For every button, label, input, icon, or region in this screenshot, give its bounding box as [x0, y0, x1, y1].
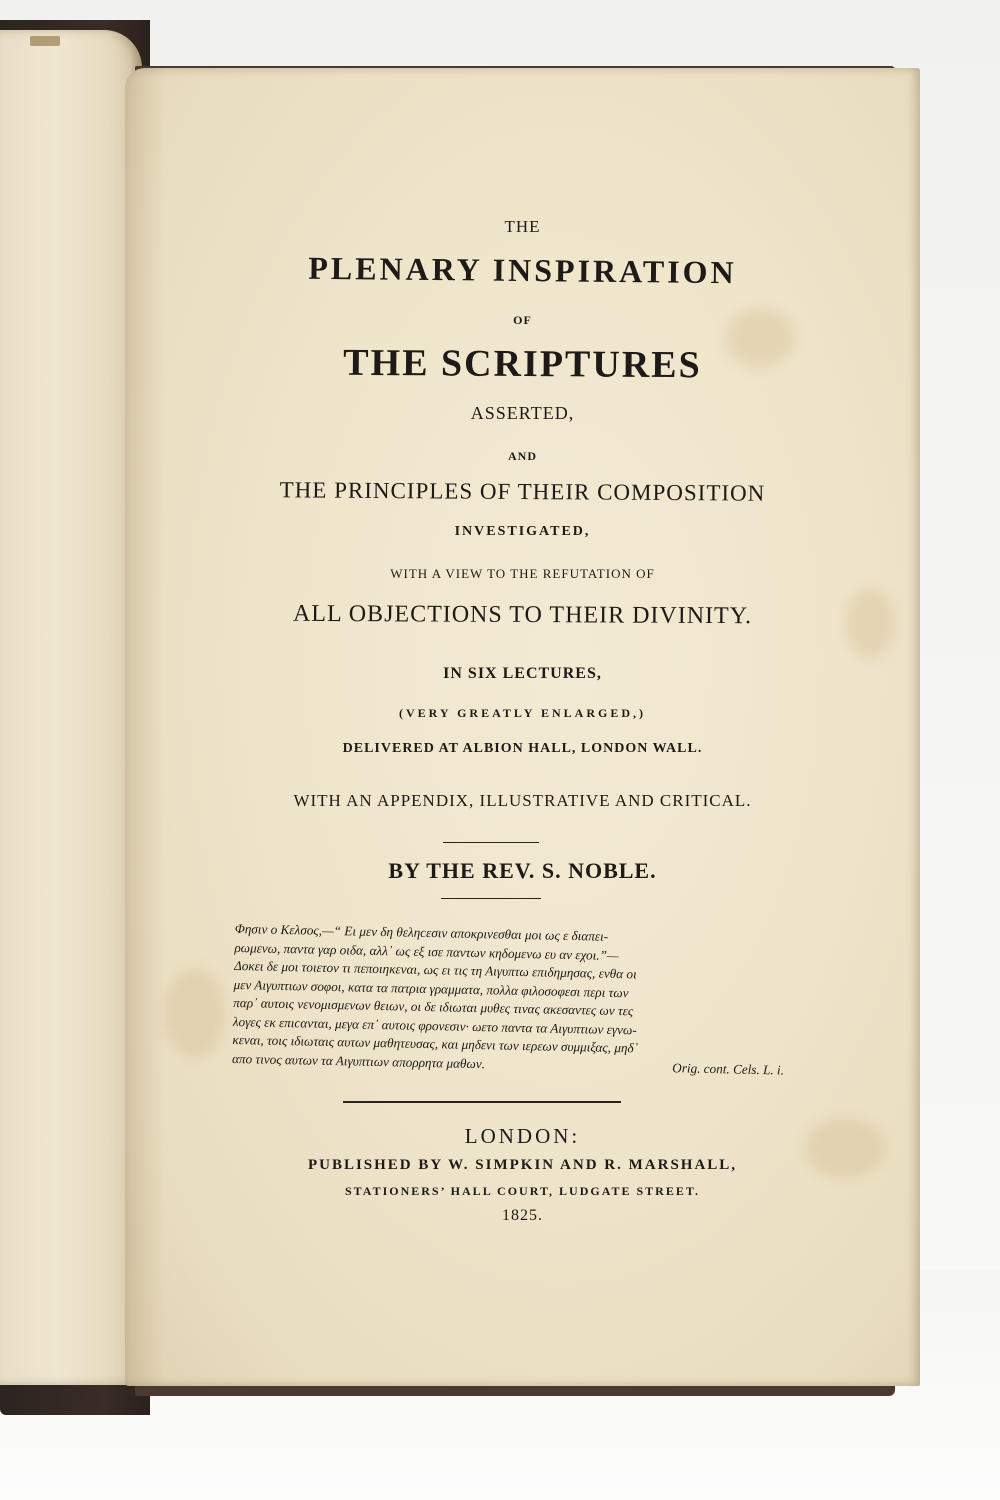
- title-and: AND: [508, 449, 537, 463]
- imprint-city: LONDON:: [464, 1124, 581, 1148]
- main-title: PLENARY INSPIRATION: [308, 249, 737, 291]
- title-lectures: IN SIX LECTURES,: [443, 665, 602, 682]
- epigraph-line: μεν Αιγυπτιων σοφοι, κατα τα πατρια γραμματα, πολλα φιλοσοφεσι περι των: [233, 976, 629, 1000]
- epigraph-line: Δοκει δε μοι τοιετον τι πεποιηκεναι, ως ει τις τη Αιγυπτω επιδημησας, ενθα οι: [233, 957, 637, 982]
- left-page: [0, 30, 142, 1385]
- epigraph-line: κεναι, τοις ιδιωταις αυτων μαθητευσας, και μηδενι των ιερεων συμμιξας, μηδ᾽: [232, 1031, 639, 1056]
- title-asserted: ASSERTED,: [470, 403, 575, 423]
- epigraph-line: παρ᾽ αυτοις νενομισμενων θειων, οι δε ιδιωται μυθες τινας ακεσαντες ων τες: [233, 994, 634, 1019]
- divider-rule: [441, 898, 541, 899]
- imprint-publisher: PUBLISHED BY W. SIMPKIN AND R. MARSHALL,: [307, 1157, 738, 1173]
- imprint-year: 1825.: [502, 1207, 543, 1224]
- epigraph-line: λογες εκ επιϲανται, μεγα επ᾽ αυτοις φρονεσιν· ωετο παντα τα Αιγυπτιων εγνω-: [232, 1013, 637, 1037]
- title-enlarged: (VERY GREATLY ENLARGED,): [398, 706, 647, 720]
- imprint-address: STATIONERS’ HALL COURT, LUDGATE STREET.: [345, 1184, 700, 1198]
- epigraph-citation: Orig. cont. Cels. L. i.: [672, 1059, 785, 1078]
- greek-epigraph: [232, 920, 795, 1080]
- byline: BY THE REV. S. NOBLE.: [388, 858, 657, 883]
- title-the: THE: [504, 217, 541, 236]
- epigraph-line: ρωμενω, παντα γαρ οιδα, αλλ᾽ ως εξ ισε παντων κηδομενω ευ αν εχοι.”—: [234, 939, 619, 963]
- title-subject: THE SCRIPTURES: [343, 341, 702, 387]
- title-delivered: DELIVERED AT ALBION HALL, LONDON WALL.: [342, 741, 703, 756]
- epigraph-line: απο τινος αυτων τα Αιγυπτιων απορρητα μαθων.: [231, 1050, 486, 1071]
- title-of: OF: [513, 313, 532, 327]
- title-view: WITH A VIEW TO THE REFUTATION OF: [390, 566, 655, 581]
- title-objections: ALL OBJECTIONS TO THEIR DIVINITY.: [292, 600, 753, 630]
- title-investigated: INVESTIGATED,: [454, 524, 591, 539]
- title-principles: THE PRINCIPLES OF THEIR COMPOSITION: [279, 477, 766, 506]
- epigraph-line: Φησιν ο Κελσος,—“ Ει μεν δη θεληϲεσιν αποκρινεσθαι μοι ως ε διαπει-: [234, 920, 609, 944]
- divider-rule: [343, 1101, 621, 1103]
- title-appendix: WITH AN APPENDIX, ILLUSTRATIVE AND CRITICAL.: [293, 791, 752, 810]
- divider-rule: [443, 842, 539, 843]
